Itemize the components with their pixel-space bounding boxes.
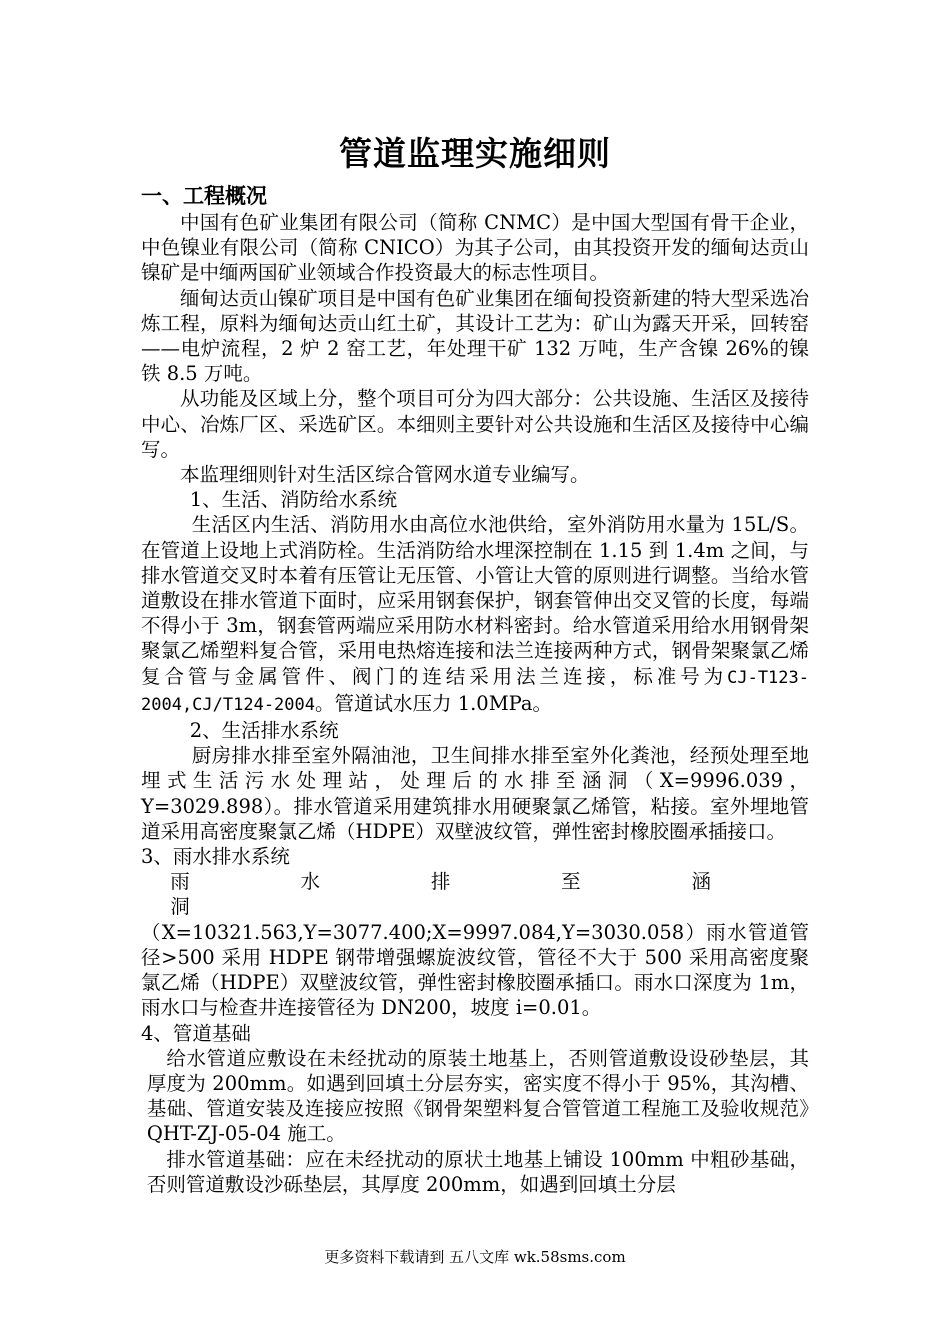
paragraph-scope: 本监理细则针对生活区综合管网水道专业编写。 xyxy=(180,463,590,487)
paragraph-rainwater: （X=10321.563,Y=3077.400;X=9997.084,Y=3030.058）雨水管道管径>500 采用 HDPE 钢带增强螺旋波纹管，管径不大于 500 采用高密度聚氯乙烯（HDPE）双壁波纹管，弹性密封橡胶圈承插口。雨水口深度为 1m，雨水口与检查井连接管径为 DN200，坡度 i=0.01。 xyxy=(141,920,809,1020)
subheading-water-supply: 1、生活、消防给水系统 xyxy=(189,488,398,512)
standard-number: CJ-T123-2004,CJ/T124-2004 xyxy=(141,667,809,715)
paragraph-areas: 从功能及区域上分，整个项目可分为四大部分：公共设施、生活区及接待中心、冶炼厂区、采选矿区。本细则主要针对公共设施和生活区及接待中心编写。 xyxy=(141,387,809,461)
page-title: 管道监理实施细则 xyxy=(339,134,611,173)
paragraph-drain-foundation: 排水管道基础：应在未经扰动的原状土地基上铺设 100mm 中粗砂基础，否则管道敷设沙砾垫层，其厚度 200mm，如遇到回填土分层 xyxy=(146,1147,809,1196)
paragraph-project: 缅甸达贡山镍矿项目是中国有色矿业集团在缅甸投资新建的特大型采选冶炼工程，原料为缅甸达贡山红土矿，其设计工艺为：矿山为露天开采，回转窑——电炉流程，2 炉 2 窑工艺，年处理干矿 132 万吨，生产含镍 26%的镍铁 8.5 万吨。 xyxy=(141,286,809,386)
subheading-drainage: 2、生活排水系统 xyxy=(189,719,339,743)
paragraph-cnmc: 中国有色矿业集团有限公司（简称 CNMC）是中国大型国有骨干企业，中色镍业有限公司（简称 CNICO）为其子公司，由其投资开发的缅甸达贡山镍矿是中缅两国矿业领域合作投资最大的标志性项目。 xyxy=(141,211,809,285)
rainwater-spread-text: 雨水排至涵洞 xyxy=(170,870,809,919)
water-supply-tail: 。管道试水压力 1.0MPa。 xyxy=(315,691,553,715)
paragraph-water-supply xyxy=(141,512,809,718)
paragraph-drainage: 厨房排水排至室外隔油池，卫生间排水排至室外化粪池，经预处理至地埋式生活污水处理站，处理后的水排至涵洞（X=9996.039，Y=3029.898）。排水管道采用建筑排水用硬聚氯乙烯管，粘接。室外埋地管道采用高密度聚氯乙烯（HDPE）双壁波纹管，弹性密封橡胶圈承插接口。 xyxy=(141,744,809,843)
paragraph-supply-foundation: 给水管道应敷设在未经扰动的原装土地基上，否则管道敷设设砂垫层，其厚度为 200mm。如遇到回填土分层夯实，密实度不得小于 95%，其沟槽、基础、管道安装及连接应按照《钢骨架塑料复合管管道工程施工及验收规范》QHT-ZJ-05-04 施工。 xyxy=(146,1046,809,1146)
water-supply-body: 生活区内生活、消防用水由高位水池供给，室外消防用水量为 15L/S。在管道上设地上式消防栓。生活消防给水埋深控制在 1.15 到 1.4m 之间，与排水管道交叉时本着有压管让无压管、小管让大管的原则进行调整。当给水管道敷设在排水管道下面时，应采用钢套保护，钢套管伸出交叉管的长度，每端不得小于 3m，钢套管两端应采用防水材料密封。给水管道采用给水用钢骨架聚氯乙烯塑料复合管，采用电热熔连接和法兰连接两种方式，钢骨架聚氯乙烯复合管与金属管件、阀门的连结采用法兰连接，标准号为 xyxy=(141,513,809,688)
footer-link-text: 更多资料下载请到 五八文库 wk.58sms.com xyxy=(324,1248,626,1266)
section-heading-overview: 一、工程概况 xyxy=(141,183,267,208)
rainwater-spread-line xyxy=(141,869,809,919)
subheading-rainwater: 3、雨水排水系统 xyxy=(141,845,290,869)
document-body xyxy=(141,120,809,1197)
subheading-foundation: 4、管道基础 xyxy=(141,1021,251,1045)
